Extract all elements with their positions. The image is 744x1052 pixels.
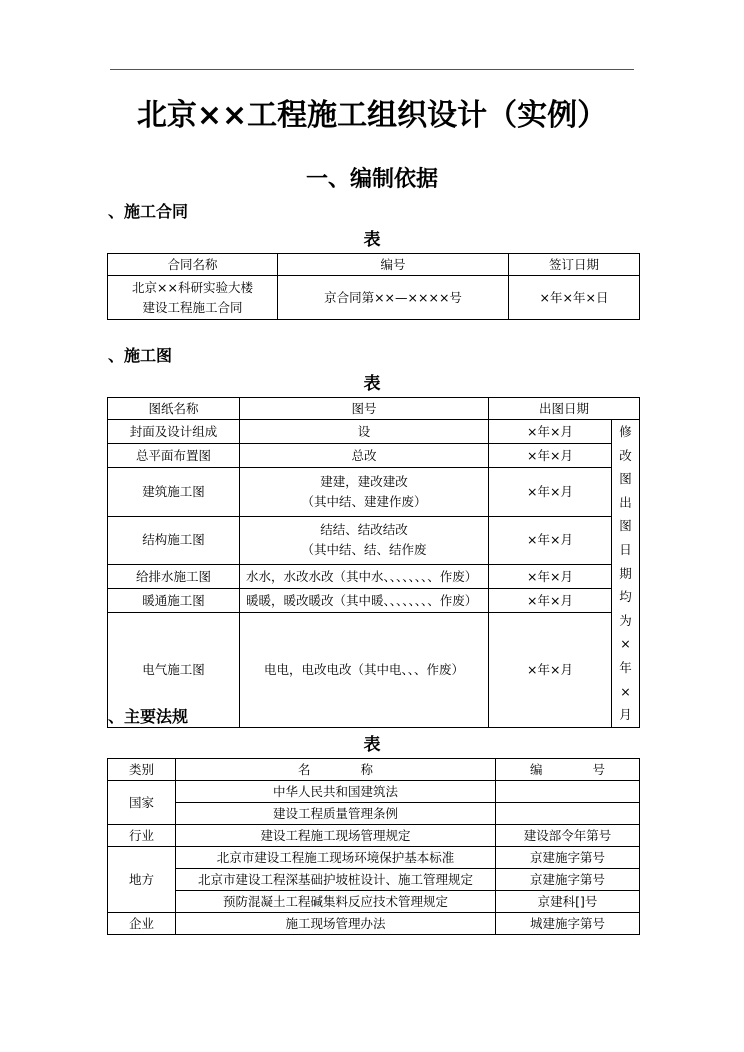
drawing-date-cell: ×年×月 [489, 420, 612, 444]
drawing-name-cell: 建筑施工图 [108, 468, 240, 516]
drawing-code-cell [240, 516, 489, 564]
drawing-date-cell: ×年×月 [489, 565, 612, 589]
law-number-cell: 城建施字第号 [496, 913, 640, 935]
drawing-code-line: 结结、结改结改 [320, 522, 408, 538]
law-number-cell [496, 781, 640, 803]
law-category-cell: 地方 [108, 847, 176, 913]
drawing-code-cell: 暖暖，暖改暖改（其中暖、、、、、、、、作废） [240, 589, 489, 613]
law-name-cell: 北京市建设工程施工现场环境保护基本标准 [176, 847, 496, 869]
table-row [108, 847, 640, 869]
revision-note-char: 修 [619, 424, 632, 439]
table-row [108, 589, 640, 613]
table-caption-drawings: 表 [363, 374, 381, 394]
drawing-date-cell: ×年×月 [489, 589, 612, 613]
law-number-cell [496, 803, 640, 825]
revision-note-char: 年 [619, 659, 632, 675]
drawing-name-cell: 结构施工图 [108, 516, 240, 564]
laws-table [107, 758, 640, 935]
revision-note-char: 图 [619, 471, 632, 487]
column-header: 图号 [240, 398, 489, 420]
law-name-cell: 建设工程施工现场管理规定 [176, 825, 496, 847]
table-caption-contract: 表 [363, 230, 381, 250]
drawing-name-cell: 封面及设计组成 [108, 420, 240, 444]
contract-table [107, 253, 640, 320]
table-header-row [108, 254, 640, 276]
column-header: 名 称 [176, 759, 496, 781]
contract-name-line: 建设工程施工合同 [142, 299, 243, 315]
drawing-date-cell: ×年×月 [489, 516, 612, 564]
revision-note-char: 期 [619, 565, 632, 581]
drawing-code-cell [240, 468, 489, 516]
table-row [108, 468, 640, 516]
drawing-name-cell: 电气施工图 [108, 613, 240, 727]
law-number-cell: 京建施字第号 [496, 847, 640, 869]
drawing-code-line: （其中结、结、结作废 [301, 542, 427, 558]
chapter-heading: 一、编制依据 [305, 167, 438, 192]
table-row [108, 825, 640, 847]
drawing-name-cell: 暖通施工图 [108, 589, 240, 613]
document-title: 北京××工程施工组织设计（实例） [136, 98, 608, 133]
table-header-row [108, 398, 640, 420]
revision-note-char: 月 [619, 707, 632, 723]
revision-note-char: 出 [619, 494, 632, 510]
drawing-name-cell: 给排水施工图 [108, 565, 240, 589]
law-category-cell: 国家 [108, 781, 176, 825]
section-heading-laws: 、主要法规 [108, 707, 189, 726]
law-name-cell: 中华人民共和国建筑法 [176, 781, 496, 803]
column-header: 出图日期 [489, 398, 640, 420]
law-name-cell: 建设工程质量管理条例 [176, 803, 496, 825]
table-caption-laws: 表 [363, 735, 381, 755]
table-row [108, 781, 640, 803]
law-category-cell: 企业 [108, 913, 176, 935]
table-row [108, 420, 640, 444]
drawing-code-cell: 电电，电改电改（其中电、、、作废） [240, 613, 489, 727]
table-row [108, 516, 640, 564]
section-heading-drawings: 、施工图 [108, 346, 173, 365]
drawing-date-cell: ×年×月 [489, 468, 612, 516]
drawings-table [107, 397, 640, 728]
contract-date-cell: ×年×年×日 [509, 276, 640, 320]
revision-note-char: 均 [619, 589, 632, 605]
drawing-code-line: （其中结、建建作废） [301, 494, 427, 510]
table-row [108, 276, 640, 320]
table-row [108, 803, 640, 825]
law-number-cell: 京建施字第号 [496, 869, 640, 891]
table-row [108, 565, 640, 589]
section-heading-contract: 、施工合同 [108, 202, 189, 221]
table-header-row [108, 759, 640, 781]
table-row [108, 913, 640, 935]
drawing-date-cell: ×年×月 [489, 444, 612, 468]
column-header: 编号 [278, 254, 509, 276]
column-header: 签订日期 [509, 254, 640, 276]
revision-note-char: × [620, 683, 631, 699]
contract-number-cell: 京合同第××—××××号 [278, 276, 509, 320]
revision-note-cell [612, 420, 640, 728]
drawing-code-cell: 设 [240, 420, 489, 444]
law-name-cell: 施工现场管理办法 [176, 913, 496, 935]
drawing-code-cell: 水水，水改水改（其中水、、、、、、、、作废） [240, 565, 489, 589]
law-category-cell: 行业 [108, 825, 176, 847]
table-row [108, 444, 640, 468]
revision-note-char: 日 [619, 541, 632, 557]
column-header: 图纸名称 [108, 398, 240, 420]
header-rule [110, 69, 634, 70]
law-number-cell: 建设部令年第号 [496, 825, 640, 847]
drawing-name-cell: 总平面布置图 [108, 444, 240, 468]
revision-note-char: 图 [619, 518, 632, 534]
law-name-cell: 北京市建设工程深基础护坡桩设计、施工管理规定 [176, 869, 496, 891]
law-number-cell: 京建科[]号 [496, 891, 640, 913]
contract-name-line: 北京××科研实验大楼 [132, 279, 253, 295]
law-name-cell: 预防混凝土工程碱集料反应技术管理规定 [176, 891, 496, 913]
contract-name-cell [108, 276, 278, 320]
column-header: 编 号 [496, 759, 640, 781]
revision-note-char: 为 [619, 612, 632, 628]
column-header: 合同名称 [108, 254, 278, 276]
revision-note-char: 改 [619, 447, 632, 463]
drawing-code-line: 建建，建改建改 [320, 474, 408, 490]
drawing-code-cell: 总改 [240, 444, 489, 468]
table-row [108, 891, 640, 913]
table-row [108, 869, 640, 891]
column-header: 类别 [108, 759, 176, 781]
drawing-date-cell: ×年×月 [489, 613, 612, 727]
revision-note-char: × [620, 636, 631, 652]
